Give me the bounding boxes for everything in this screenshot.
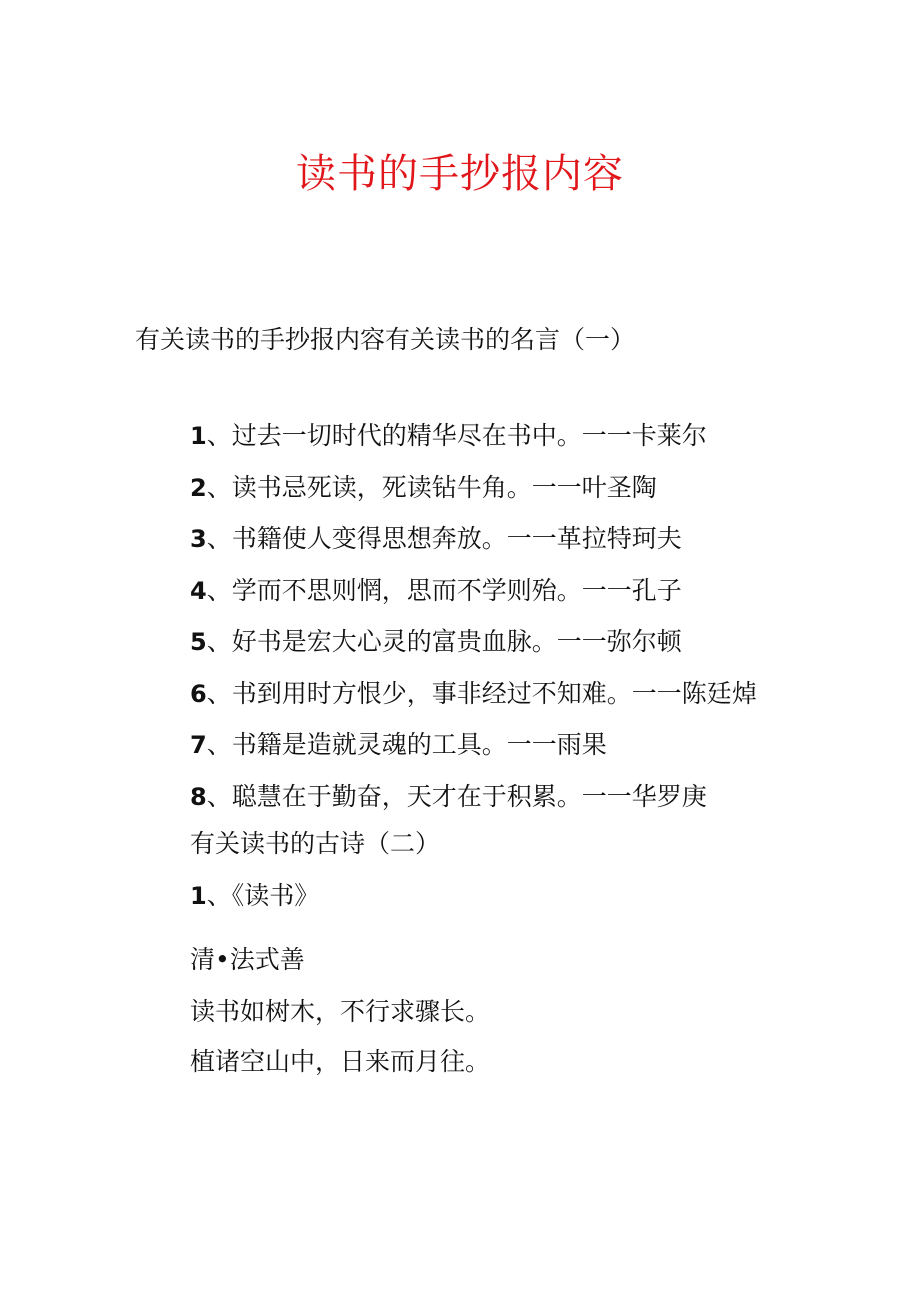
quote-number: 8 bbox=[190, 782, 207, 811]
document-title: 读书的手抄报内容 bbox=[296, 151, 624, 197]
quote-number: 2 bbox=[190, 473, 207, 502]
quote-text: 、书籍是造就灵魂的工具。一一雨果 bbox=[206, 730, 607, 759]
quote-item bbox=[190, 674, 757, 726]
quote-text: 、读书忌死读，死读钻牛角。一一叶圣陶 bbox=[206, 472, 657, 502]
quote-item bbox=[190, 416, 757, 468]
quote-number: 5 bbox=[190, 628, 207, 656]
poem-line: 读书如树木，不行求骤长。 bbox=[190, 997, 491, 1026]
quote-text: 、聪慧在于勤奋，天才在于积累。一一华罗庚 bbox=[206, 781, 707, 811]
poem-number: 1 bbox=[190, 882, 207, 910]
quote-item bbox=[190, 725, 757, 777]
quote-number: 6 bbox=[190, 679, 207, 708]
quote-item bbox=[190, 622, 757, 674]
poem-author: 清•法式善 bbox=[190, 945, 305, 974]
quote-text: 、书到用时方恨少，事非经过不知难。一一陈廷焯 bbox=[206, 678, 757, 708]
intro-heading: 有关读书的手抄报内容有关读书的名言（一） bbox=[135, 325, 636, 354]
poem-line: 植诸空山中，日来而月往。 bbox=[190, 1047, 491, 1076]
quote-text: 、好书是宏大心灵的富贵血脉。一一弥尔顿 bbox=[206, 627, 682, 656]
quote-number: 1 bbox=[190, 422, 207, 450]
poem-title-text: 、《读书》 bbox=[206, 881, 320, 910]
quote-number: 7 bbox=[190, 731, 207, 759]
quote-text: 、学而不思则惘，思而不学则殆。一一孔子 bbox=[206, 575, 682, 605]
quote-item bbox=[190, 777, 757, 829]
quote-text: 、过去一切时代的精华尽在书中。一一卡莱尔 bbox=[206, 421, 707, 450]
poem-title bbox=[190, 878, 319, 914]
quote-item bbox=[190, 468, 757, 520]
quote-number: 4 bbox=[190, 576, 207, 605]
quote-number: 3 bbox=[190, 525, 207, 553]
quote-list bbox=[190, 416, 757, 828]
quote-item bbox=[190, 571, 757, 623]
quote-text: 、书籍使人变得思想奔放。一一革拉特珂夫 bbox=[206, 524, 682, 553]
quote-item bbox=[190, 519, 757, 571]
poem-section-heading: 有关读书的古诗（二） bbox=[190, 829, 441, 858]
